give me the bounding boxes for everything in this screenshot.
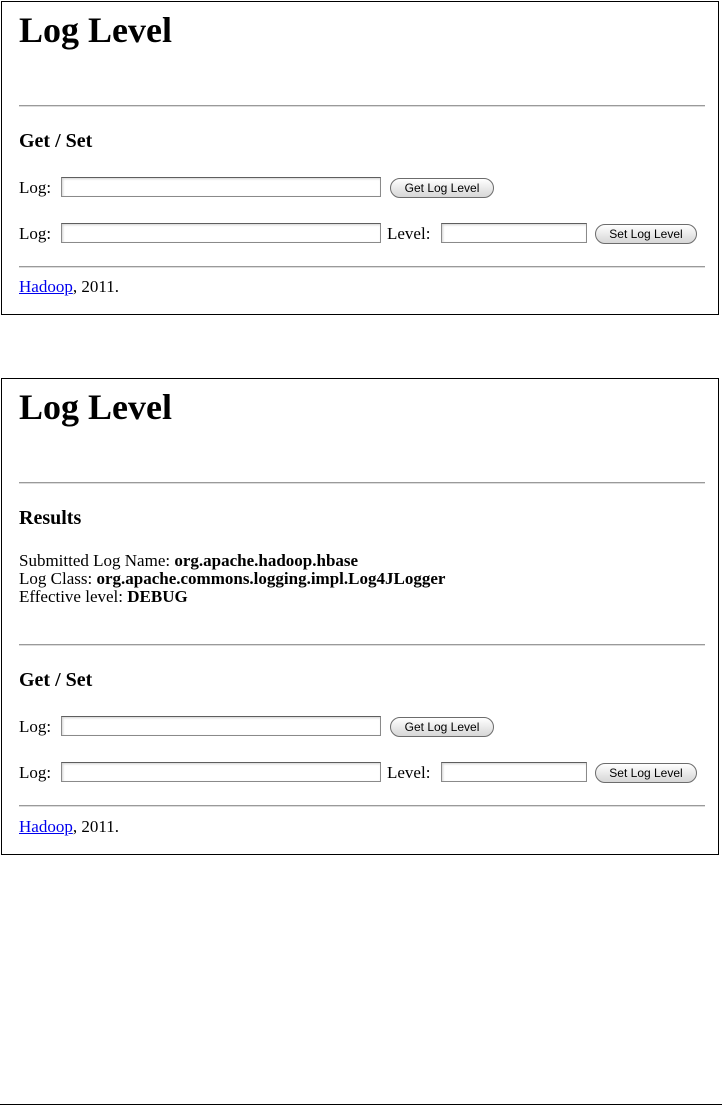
class-value: org.apache.commons.logging.impl.Log4JLogger xyxy=(96,569,446,588)
get-log-level-button[interactable]: Get Log Level xyxy=(390,717,494,737)
submitted-log-name xyxy=(19,552,445,570)
footer-suffix: , 2011. xyxy=(72,277,119,296)
effective-label: Effective level: xyxy=(19,587,128,606)
footer xyxy=(19,277,119,297)
getset-heading: Get / Set xyxy=(19,130,93,152)
page-bottom-rule xyxy=(0,1104,722,1105)
results-heading: Results xyxy=(19,507,82,529)
log-label: Log: xyxy=(19,178,52,197)
divider xyxy=(19,805,705,807)
divider xyxy=(19,644,705,646)
get-log-row xyxy=(19,716,705,740)
get-log-row xyxy=(19,177,705,201)
log-label: Log: xyxy=(19,763,52,782)
log-level-page-results xyxy=(1,378,719,855)
divider xyxy=(19,266,705,268)
footer xyxy=(19,817,119,837)
set-log-row xyxy=(19,223,705,247)
set-log-level-button[interactable]: Set Log Level xyxy=(595,224,697,244)
effective-value: DEBUG xyxy=(127,587,188,606)
level-input[interactable] xyxy=(441,223,587,243)
get-log-input[interactable] xyxy=(61,177,381,197)
divider xyxy=(19,482,705,484)
level-label: Level: xyxy=(387,763,431,782)
submitted-label: Submitted Log Name: xyxy=(19,551,175,570)
log-class xyxy=(19,570,445,588)
set-log-row xyxy=(19,762,705,786)
get-log-level-button[interactable]: Get Log Level xyxy=(390,178,494,198)
set-log-input[interactable] xyxy=(61,762,381,782)
getset-heading: Get / Set xyxy=(19,669,93,691)
results-block xyxy=(19,552,445,606)
get-log-input[interactable] xyxy=(61,716,381,736)
set-log-input[interactable] xyxy=(61,223,381,243)
effective-level xyxy=(19,588,445,606)
hadoop-link[interactable]: Hadoop xyxy=(19,817,73,836)
log-label: Log: xyxy=(19,717,52,736)
submitted-value: org.apache.hadoop.hbase xyxy=(174,551,359,570)
log-level-page-initial xyxy=(1,1,719,315)
footer-suffix: , 2011. xyxy=(72,817,119,836)
divider xyxy=(19,105,705,107)
level-input[interactable] xyxy=(441,762,587,782)
page-title: Log Level xyxy=(19,387,172,427)
log-label: Log: xyxy=(19,224,52,243)
set-log-level-button[interactable]: Set Log Level xyxy=(595,763,697,783)
page-title: Log Level xyxy=(19,10,172,50)
class-label: Log Class: xyxy=(19,569,97,588)
hadoop-link[interactable]: Hadoop xyxy=(19,277,73,296)
level-label: Level: xyxy=(387,224,431,243)
